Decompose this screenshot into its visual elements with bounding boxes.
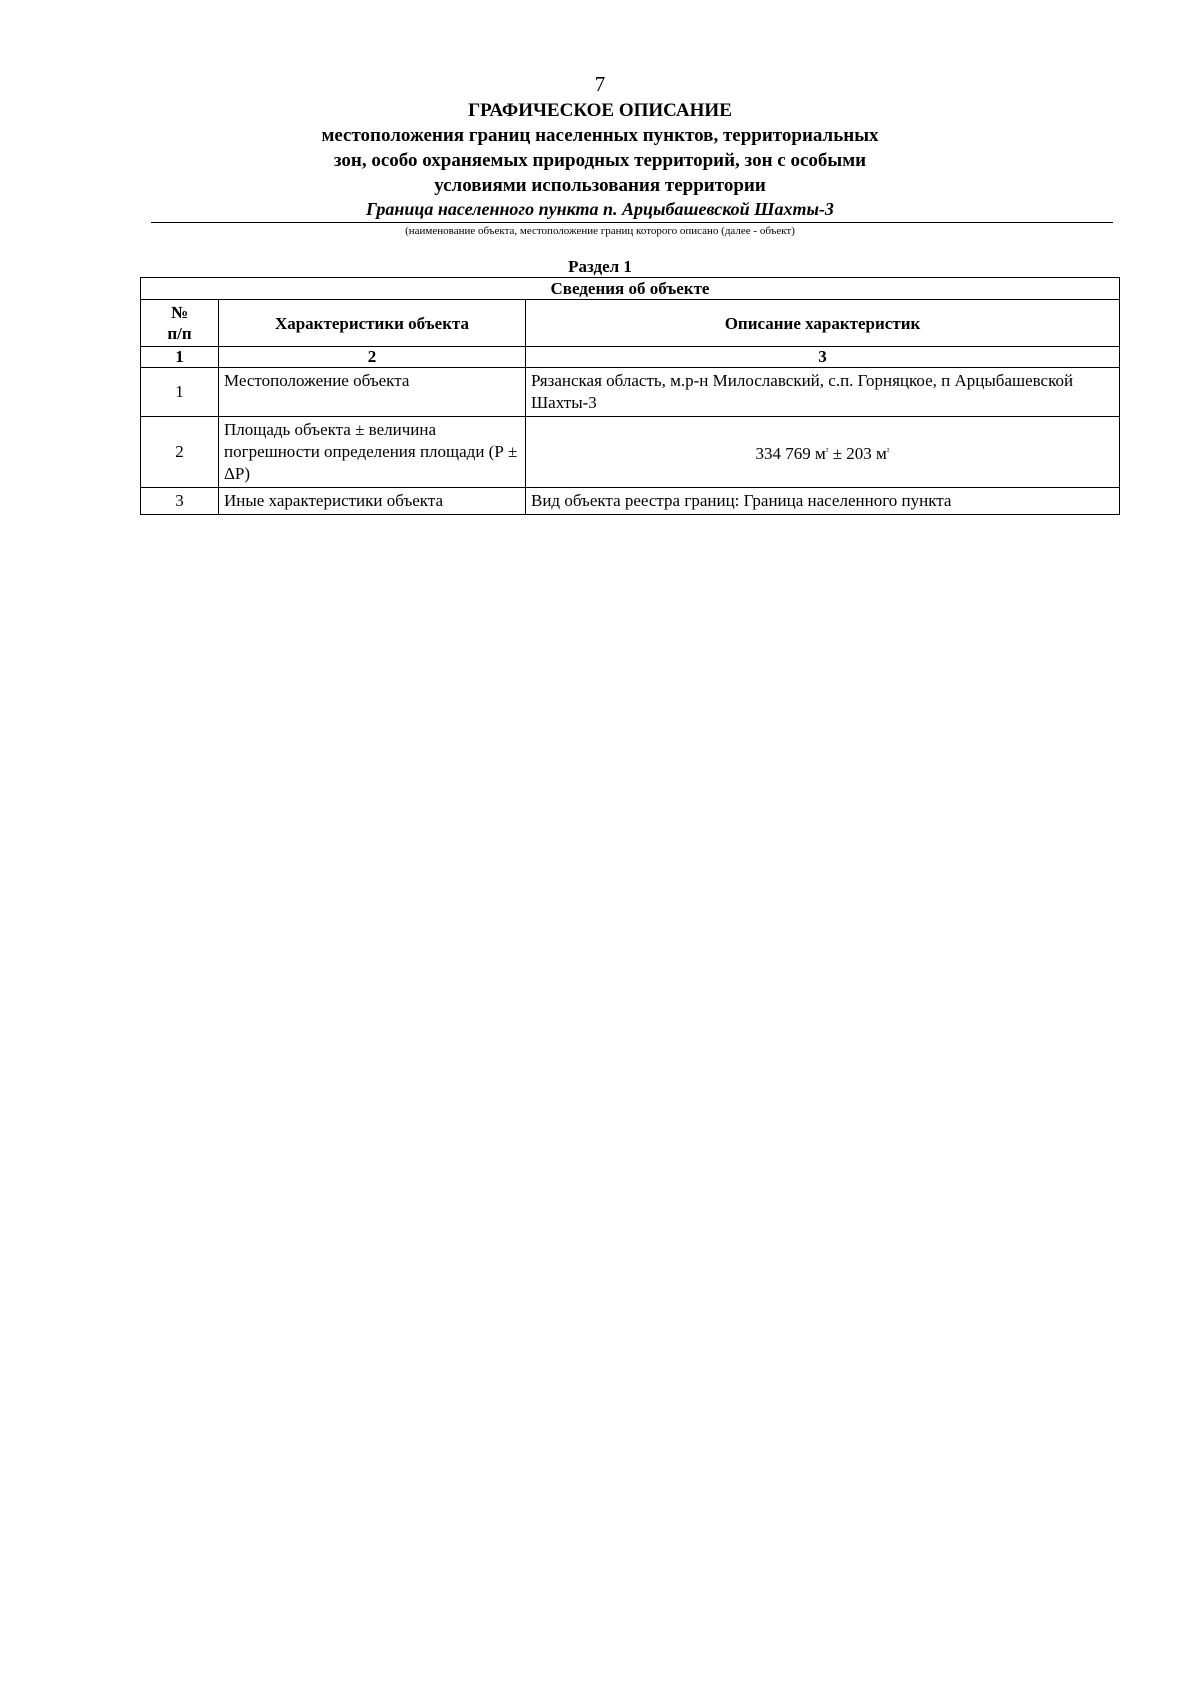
row-number: 2 [141, 417, 219, 488]
row-characteristic: Местоположение объекта [219, 368, 526, 417]
header-number-line1: № [170, 303, 189, 322]
column-number-row [141, 347, 1120, 368]
title-line-4: условиями использования территории [434, 175, 766, 196]
header-description: Описание характеристик [526, 300, 1120, 347]
object-caption: (наименование объекта, местоположение границ которого описано (далее - объект) [405, 225, 795, 237]
title-line-3: зон, особо охраняемых природных территорий, зон с особыми [333, 150, 867, 171]
object-name: Граница населенного пункта п. Арцыбашевской Шахты-3 [366, 199, 834, 219]
page-number: 7 [594, 72, 606, 96]
header-characteristics: Характеристики объекта [219, 300, 526, 347]
row-description-area [526, 417, 1120, 488]
table-row [141, 417, 1120, 488]
header-number [141, 300, 219, 347]
row-description: Рязанская область, м.р-н Милославский, с.п. Горняцкое, п Арцыбашевской Шахты-3 [526, 368, 1120, 417]
row-number: 1 [141, 368, 219, 417]
area-unit-superscript: ² [825, 445, 829, 456]
object-info-table [140, 277, 1120, 515]
area-value: 334 769 м [755, 443, 826, 463]
document-title [0, 98, 1200, 198]
area-tolerance: ± 203 м [828, 443, 887, 463]
table-caption: Сведения об объекте [141, 278, 1120, 300]
table-row [141, 368, 1120, 417]
column-number: 2 [219, 347, 526, 368]
header-number-line2: п/п [167, 324, 192, 343]
row-description: Вид объекта реестра границ: Граница населенного пункта [526, 488, 1120, 515]
title-line-2: местоположения границ населенных пунктов, территориальных [321, 125, 879, 146]
object-name-underline [151, 222, 1113, 223]
row-characteristic: Площадь объекта ± величина погрешности определения площади (Р ± ΔР) [219, 417, 526, 488]
tolerance-unit-superscript: ² [886, 445, 890, 456]
column-number: 3 [526, 347, 1120, 368]
title-line-1: ГРАФИЧЕСКОЕ ОПИСАНИЕ [468, 100, 732, 121]
row-number: 3 [141, 488, 219, 515]
table-caption-row [141, 278, 1120, 300]
table-row [141, 488, 1120, 515]
table-header-row [141, 300, 1120, 347]
section-title: Раздел 1 [568, 257, 632, 276]
row-characteristic: Иные характеристики объекта [219, 488, 526, 515]
column-number: 1 [141, 347, 219, 368]
